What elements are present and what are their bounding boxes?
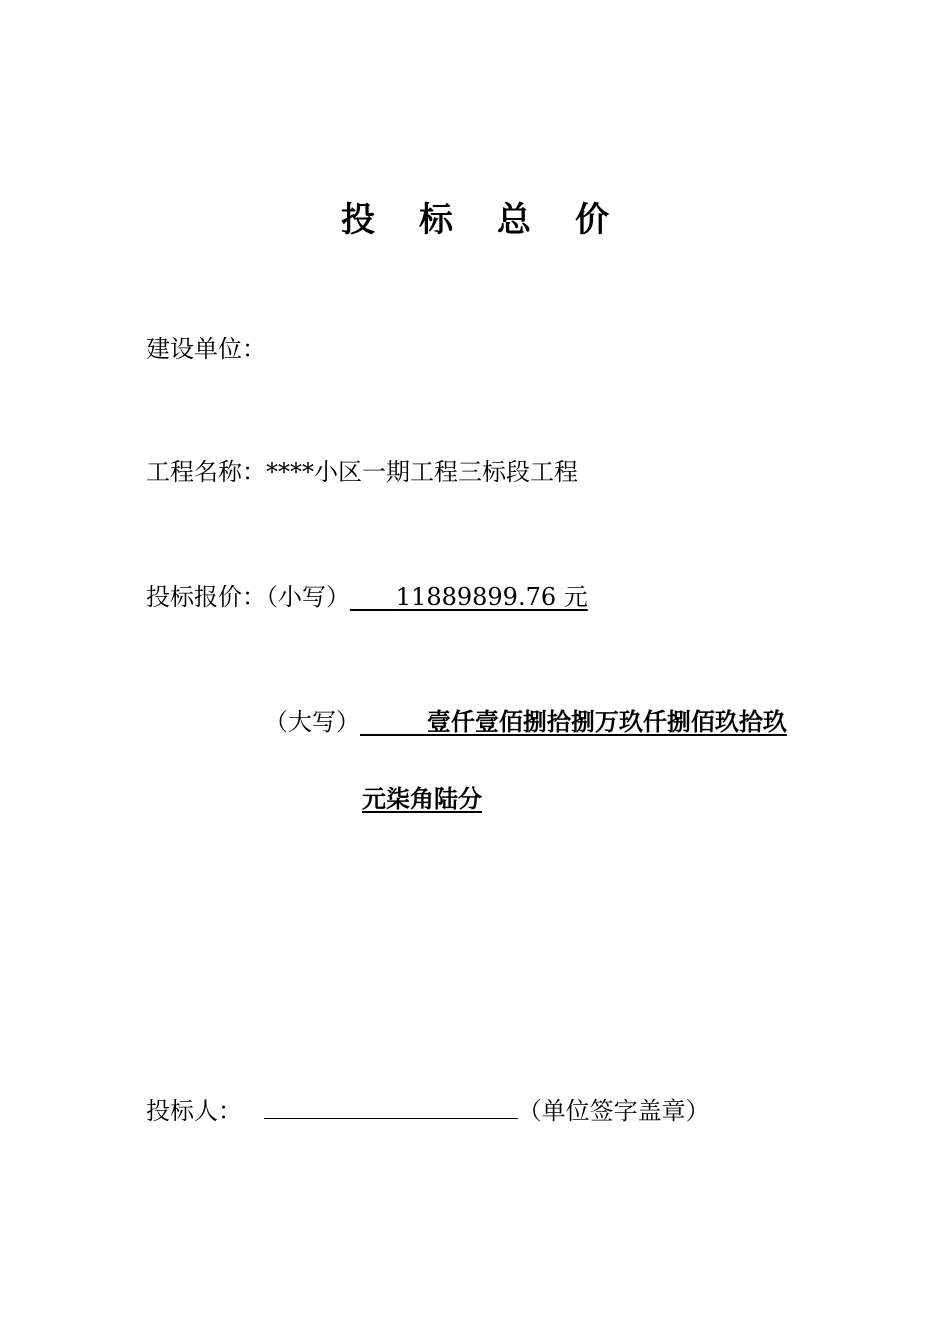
- bid-price-big-value-line1: 壹仟壹佰捌拾捌万玖仟捌佰玖拾玖: [426, 707, 787, 736]
- title-char: 投: [341, 200, 375, 240]
- title-char: 标: [419, 200, 453, 240]
- project-name-value: ****小区一期工程三标段工程: [266, 458, 578, 486]
- document-title: [0, 192, 950, 241]
- bidder-note: （单位签字盖章）: [517, 1097, 710, 1125]
- bidder-signature-line[interactable]: [264, 1094, 518, 1119]
- bid-price-big-row-2: [362, 783, 482, 815]
- bid-price-small-row: [146, 581, 588, 613]
- title-char: 总: [497, 200, 531, 240]
- title-char: 价: [575, 200, 609, 240]
- bid-price-big-value-line2: 元柒角陆分: [362, 784, 482, 813]
- bid-price-label: 投标报价：: [146, 583, 266, 611]
- project-name-row: [146, 456, 578, 488]
- construction-unit-row: [146, 333, 266, 365]
- project-name-label: 工程名称：: [146, 458, 266, 486]
- bid-price-small-label: （小写）: [266, 583, 350, 611]
- bid-price-big-label: （大写）: [264, 708, 360, 736]
- bidder-label: 投标人：: [146, 1097, 242, 1125]
- bidder-row: [146, 1094, 710, 1127]
- bid-price-big-row: [264, 706, 787, 738]
- construction-unit-label: 建设单位：: [146, 335, 266, 363]
- bid-price-small-value: 11889899.76 元: [395, 583, 588, 611]
